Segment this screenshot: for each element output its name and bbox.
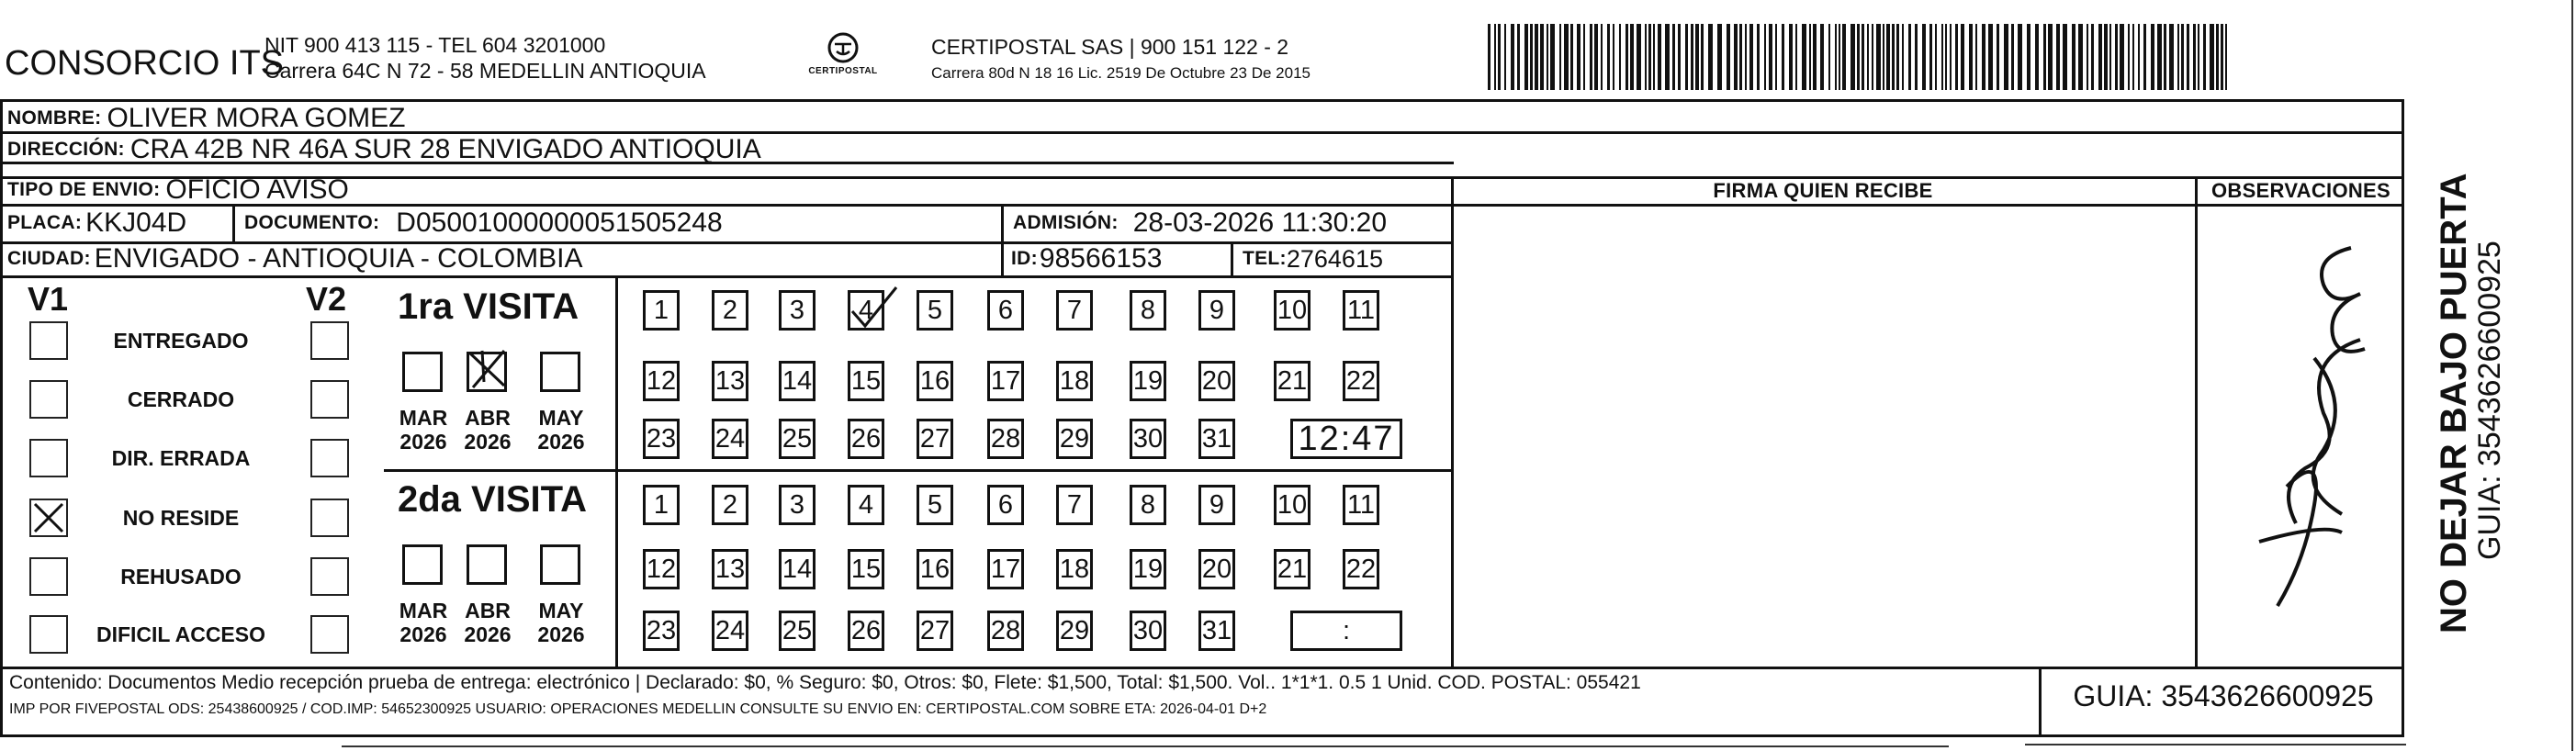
barcode-bar: [1630, 24, 1634, 90]
barcode-bar: [1601, 24, 1603, 90]
name-label: NOMBRE:: [7, 107, 102, 129]
status-label: DIFICIL ACCESO: [96, 622, 265, 646]
certipostal-logo: [806, 28, 880, 84]
day-box[interactable]: 1: [643, 485, 680, 525]
barcode-bar: [1835, 24, 1837, 90]
status-checkbox-v1[interactable]: [29, 439, 68, 477]
barcode-bar: [1922, 24, 1926, 90]
visit-time[interactable]: :: [1290, 611, 1402, 651]
tel-cell: [1235, 238, 1383, 280]
barcode-bar: [2193, 24, 2196, 90]
city-label: CIUDAD:: [7, 248, 91, 269]
barcode-bar: [1540, 24, 1544, 90]
day-box[interactable]: 15: [848, 361, 884, 401]
barcode-bar: [2011, 24, 2014, 90]
day-box[interactable]: 2: [712, 290, 748, 331]
company-name: CONSORCIO ITS: [5, 44, 285, 83]
carrier-address: Carrera 80d N 18 16 Lic. 2519 De Octubre 23 De 2015: [931, 64, 1310, 82]
barcode-bar: [2143, 24, 2146, 90]
barcode-bar: [1488, 24, 1490, 90]
status-checkbox-v2[interactable]: [310, 439, 349, 477]
right-edge-line: [2571, 0, 2573, 751]
admission-label: ADMISIÓN:: [1013, 212, 1119, 233]
barcode-bar: [1695, 24, 1699, 90]
status-checkbox-v2[interactable]: [310, 380, 349, 419]
day-box[interactable]: 16: [917, 361, 953, 401]
barcode-bar: [1504, 24, 1506, 90]
day-box[interactable]: 2: [712, 485, 748, 525]
barcode-bar: [2177, 24, 2179, 90]
day-box[interactable]: 5: [917, 485, 953, 525]
day-box[interactable]: 20: [1198, 549, 1235, 589]
day-box[interactable]: 11: [1343, 485, 1379, 525]
status-checkbox-v1[interactable]: [29, 615, 68, 654]
barcode-bar: [1607, 24, 1610, 90]
barcode-bar: [1559, 24, 1561, 90]
address-label: DIRECCIÓN:: [7, 139, 125, 160]
barcode-bar: [2027, 24, 2030, 90]
day-box[interactable]: 27: [917, 419, 953, 459]
day-box[interactable]: 17: [987, 361, 1024, 401]
barcode-bar: [1850, 24, 1855, 90]
day-box[interactable]: 3: [779, 485, 816, 525]
id-value: 98566153: [1039, 243, 1163, 274]
day-box[interactable]: 11: [1343, 290, 1379, 331]
footer-guia: GUIA: 3543626600925: [2073, 679, 2374, 712]
imp-line: IMP POR FIVEPOSTAL ODS: 25438600925 / COD.IMP: 54652300925 USUARIO: OPERACIONES MEDELLIN CONSULTE SU ENVIO EN: CERTIPOSTAL.COM SOBRE ETA: 2026-04-01 D+2: [9, 701, 1267, 717]
id-label: ID:: [1011, 248, 1038, 269]
side-guia: GUIA: 3543626600925: [2472, 241, 2507, 560]
month-checkbox[interactable]: [540, 544, 580, 585]
barcode-bar: [1577, 24, 1580, 90]
day-box[interactable]: 25: [779, 419, 816, 459]
day-box[interactable]: 9: [1198, 290, 1235, 331]
day-box[interactable]: 16: [917, 549, 953, 589]
day-box[interactable]: 9: [1198, 485, 1235, 525]
day-box[interactable]: 23: [643, 611, 680, 651]
barcode-bar: [1795, 24, 1797, 90]
day-box[interactable]: 18: [1056, 361, 1093, 401]
barcode-bar: [2198, 24, 2199, 90]
day-box[interactable]: 24: [712, 611, 748, 651]
nit-line: NIT 900 413 115 - TEL 604 3201000: [264, 33, 606, 57]
recipient-name: OLIVER MORA GOMEZ: [107, 103, 406, 133]
barcode-bar: [1517, 24, 1520, 90]
barcode-bar: [1547, 24, 1548, 90]
status-label: ENTREGADO: [113, 329, 249, 353]
barcode-bar: [1915, 24, 1918, 90]
day-box[interactable]: 4: [848, 290, 884, 331]
status-checkbox-v2[interactable]: [310, 499, 349, 537]
day-box[interactable]: 1: [643, 290, 680, 331]
barcode-bar: [2104, 24, 2108, 90]
status-checkbox-v1[interactable]: [29, 321, 68, 360]
barcode-bar: [1701, 24, 1704, 90]
barcode-bar: [2164, 24, 2166, 90]
day-box[interactable]: 21: [1274, 361, 1310, 401]
barcode-bar: [2151, 24, 2154, 90]
day-box[interactable]: 31: [1198, 611, 1235, 651]
company-address: Carrera 64C N 72 - 58 MEDELLIN ANTIOQUIA: [264, 59, 706, 83]
barcode-bar: [1862, 24, 1864, 90]
day-box[interactable]: 22: [1343, 361, 1379, 401]
day-box[interactable]: 4: [848, 485, 884, 525]
barcode-bar: [1749, 24, 1753, 90]
barcode-bar: [1613, 24, 1614, 90]
month-checkbox[interactable]: [402, 544, 443, 585]
contents-line: Contenido: Documentos Medio recepción prueba de entrega: electrónico | Declarado: $0, % Seguro: $0, Otros: $0, Flete: $1,500, Total: $1,500. Vol.. 1*1*1. 0.5 1 Unid. COD. POSTAL: 055421: [9, 672, 1641, 693]
barcode-bar: [1935, 24, 1937, 90]
v1-header: V1: [28, 280, 69, 318]
barcode-bar: [1764, 24, 1766, 90]
city-cell: [0, 238, 583, 280]
barcode-bar: [1717, 24, 1722, 90]
barcode-bar: [1678, 24, 1681, 90]
barcode-bar: [2203, 24, 2206, 90]
barcode-bar: [2048, 24, 2053, 90]
barcode-bar: [1789, 24, 1793, 90]
day-box[interactable]: 8: [1130, 290, 1166, 331]
tel-value: 2764615: [1286, 244, 1383, 273]
barcode-bar: [1498, 24, 1501, 90]
barcode-bar: [2225, 24, 2227, 90]
barcode-bar: [1637, 24, 1641, 90]
day-box[interactable]: 13: [712, 361, 748, 401]
barcode-bar: [1685, 24, 1688, 90]
month-checkbox[interactable]: [467, 544, 507, 585]
barcode-bar: [2132, 24, 2134, 90]
day-box[interactable]: 5: [917, 290, 953, 331]
barcode-bar: [1691, 24, 1693, 90]
barcode-bar: [2169, 24, 2174, 90]
barcode-bar: [1961, 24, 1964, 90]
barcode-bar: [2004, 24, 2008, 90]
day-box[interactable]: 12: [643, 549, 680, 589]
day-box[interactable]: 8: [1130, 485, 1166, 525]
month-label: MAY 2026: [537, 599, 585, 646]
status-checkbox-v2[interactable]: [310, 557, 349, 596]
month-label: MAR 2026: [399, 406, 448, 454]
barcode-bar: [1665, 24, 1670, 90]
day-check-mark: [849, 284, 900, 331]
barcode-bar: [1745, 24, 1747, 90]
logo-text: CERTIPOSTAL: [808, 66, 878, 76]
handwritten-signature: [2204, 211, 2402, 643]
barcode-bar: [1775, 24, 1777, 90]
barcode-bar: [1945, 24, 1947, 90]
barcode-bar: [1886, 24, 1890, 90]
barcode-bar: [2120, 24, 2124, 90]
day-box[interactable]: 26: [848, 611, 884, 651]
barcode-bar: [1941, 24, 1943, 90]
first-visit-title: 1ra VISITA: [398, 286, 579, 327]
barcode-bar: [1645, 24, 1647, 90]
barcode-bar: [2087, 24, 2088, 90]
barcode-bar: [1550, 24, 1555, 90]
day-box[interactable]: 31: [1198, 419, 1235, 459]
barcode-bar: [1988, 24, 1993, 90]
day-box[interactable]: 6: [987, 485, 1024, 525]
signature-title: FIRMA QUIEN RECIBE: [1713, 179, 1933, 202]
barcode-bar: [1955, 24, 1958, 90]
signature-area: [1454, 206, 2195, 665]
v2-header: V2: [306, 280, 347, 318]
status-checkbox-v2[interactable]: [310, 321, 349, 360]
month-checkbox[interactable]: [540, 352, 580, 392]
barcode-bar: [1769, 24, 1772, 90]
second-visit-title: 2da VISITA: [398, 479, 587, 520]
day-box[interactable]: 20: [1198, 361, 1235, 401]
barcode-bar: [1842, 24, 1846, 90]
barcode-bar: [2138, 24, 2140, 90]
barcode-bar: [1625, 24, 1628, 90]
barcode-bar: [1857, 24, 1860, 90]
day-box[interactable]: 28: [987, 419, 1024, 459]
barcode-bar: [1908, 24, 1911, 90]
month-checkbox[interactable]: [467, 352, 507, 392]
month-label: ABR 2026: [464, 599, 512, 646]
barcode-bar: [2018, 24, 2022, 90]
day-box[interactable]: 10: [1274, 290, 1310, 331]
barcode-bar: [1658, 24, 1661, 90]
document-value: D05001000000051505248: [396, 207, 723, 238]
scan-line: [2025, 744, 2406, 745]
day-box[interactable]: 6: [987, 290, 1024, 331]
document-label: DOCUMENTO:: [244, 212, 380, 233]
day-box[interactable]: 3: [779, 290, 816, 331]
barcode-bar: [2072, 24, 2075, 90]
status-checkbox-v1[interactable]: [29, 557, 68, 596]
barcode-bar: [1839, 24, 1840, 90]
id-cell: [1004, 238, 1162, 280]
barcode-bar: [2091, 24, 2094, 90]
barcode-bar: [2035, 24, 2039, 90]
barcode-bar: [1494, 24, 1496, 90]
city-value: ENVIGADO - ANTIOQUIA - COLOMBIA: [94, 243, 583, 274]
barcode-bar: [1535, 24, 1538, 90]
day-box[interactable]: 22: [1343, 549, 1379, 589]
barcode-bar: [1734, 24, 1738, 90]
barcode-bar: [1594, 24, 1598, 90]
barcode-bar: [1570, 24, 1573, 90]
barcode-bar: [1883, 24, 1884, 90]
carrier-line: CERTIPOSTAL SAS | 900 151 122 - 2: [931, 35, 1289, 59]
day-box[interactable]: 14: [779, 549, 816, 589]
tel-label: TEL:: [1243, 248, 1287, 269]
barcode-bar: [1802, 24, 1806, 90]
scan-line: [342, 745, 1949, 747]
barcode-bar: [1583, 24, 1585, 90]
barcode-bar: [2187, 24, 2189, 90]
day-box[interactable]: 26: [848, 419, 884, 459]
day-box[interactable]: 27: [917, 611, 953, 651]
barcode-bar: [2157, 24, 2162, 90]
barcode-bar: [1813, 24, 1817, 90]
barcode-bar: [2128, 24, 2130, 90]
day-box[interactable]: 19: [1130, 549, 1166, 589]
day-box[interactable]: 15: [848, 549, 884, 589]
barcode-bar: [1997, 24, 1999, 90]
side-warning: NO DEJAR BAJO PUERTA: [2434, 173, 2474, 633]
barcode-bar: [1708, 24, 1713, 90]
day-box[interactable]: 7: [1056, 485, 1093, 525]
status-label: DIR. ERRADA: [111, 446, 251, 470]
barcode-bar: [2056, 24, 2060, 90]
barcode-bar: [1809, 24, 1811, 90]
admission-value: 28-03-2026 11:30:20: [1132, 207, 1388, 238]
day-box[interactable]: 10: [1274, 485, 1310, 525]
barcode-bar: [2098, 24, 2102, 90]
day-box[interactable]: 23: [643, 419, 680, 459]
day-box[interactable]: 19: [1130, 361, 1166, 401]
barcode-bar: [1511, 24, 1514, 90]
plate-value: KKJ04D: [85, 207, 187, 238]
barcode-bar: [1982, 24, 1985, 90]
month-checkbox[interactable]: [402, 352, 443, 392]
status-checkbox-v1[interactable]: [29, 499, 68, 537]
day-box[interactable]: 24: [712, 419, 748, 459]
visit-time[interactable]: 12:47: [1290, 419, 1402, 459]
type-label: TIPO DE ENVIO:: [7, 179, 161, 200]
barcode-bar: [1757, 24, 1760, 90]
barcode-bar: [1727, 24, 1730, 90]
barcode: [1488, 24, 2233, 90]
barcode-bar: [1892, 24, 1895, 90]
barcode-bar: [2109, 24, 2111, 90]
barcode-bar: [1929, 24, 1932, 90]
barcode-bar: [1530, 24, 1533, 90]
day-box[interactable]: 29: [1056, 419, 1093, 459]
status-checkbox-v2[interactable]: [310, 615, 349, 654]
barcode-bar: [1672, 24, 1675, 90]
barcode-bar: [2216, 24, 2219, 90]
status-checkbox-v1[interactable]: [29, 380, 68, 419]
barcode-bar: [1820, 24, 1824, 90]
shipment-type: OFICIO AVISO: [165, 174, 349, 205]
day-box[interactable]: 29: [1056, 611, 1093, 651]
barcode-bar: [1896, 24, 1899, 90]
barcode-bar: [2181, 24, 2184, 90]
barcode-bar: [1975, 24, 1977, 90]
day-box[interactable]: 13: [712, 549, 748, 589]
status-label: CERRADO: [127, 387, 235, 411]
day-box[interactable]: 7: [1056, 290, 1093, 331]
day-box[interactable]: 18: [1056, 549, 1093, 589]
status-label: NO RESIDE: [122, 506, 240, 530]
barcode-bar: [2221, 24, 2223, 90]
day-box[interactable]: 17: [987, 549, 1024, 589]
barcode-bar: [1648, 24, 1651, 90]
day-box[interactable]: 12: [643, 361, 680, 401]
observations-title: OBSERVACIONES: [2210, 179, 2390, 202]
barcode-bar: [1828, 24, 1830, 90]
barcode-bar: [1950, 24, 1952, 90]
month-label: MAY 2026: [537, 406, 585, 454]
barcode-bar: [2115, 24, 2118, 90]
barcode-bar: [1902, 24, 1904, 90]
month-label: MAR 2026: [399, 599, 448, 646]
day-box[interactable]: 21: [1274, 549, 1310, 589]
barcode-bar: [1524, 24, 1528, 90]
plate-label: PLACA:: [7, 212, 83, 233]
barcode-bar: [1867, 24, 1869, 90]
status-label: REHUSADO: [120, 565, 242, 588]
barcode-bar: [1590, 24, 1592, 90]
barcode-bar: [2078, 24, 2083, 90]
barcode-bar: [1619, 24, 1621, 90]
barcode-bar: [1564, 24, 1569, 90]
recipient-address: CRA 42B NR 46A SUR 28 ENVIGADO ANTIOQUIA: [129, 134, 761, 164]
day-box[interactable]: 25: [779, 611, 816, 651]
address-row: [0, 129, 761, 171]
barcode-bar: [2210, 24, 2214, 90]
barcode-bar: [1872, 24, 1873, 90]
day-box[interactable]: 28: [987, 611, 1024, 651]
day-box[interactable]: 14: [779, 361, 816, 401]
barcode-bar: [2063, 24, 2067, 90]
barcode-bar: [1969, 24, 1973, 90]
barcode-bar: [1876, 24, 1881, 90]
barcode-bar: [1782, 24, 1784, 90]
day-box[interactable]: 30: [1130, 419, 1166, 459]
barcode-bar: [2043, 24, 2046, 90]
month-label: ABR 2026: [464, 406, 512, 454]
day-box[interactable]: 30: [1130, 611, 1166, 651]
barcode-bar: [1653, 24, 1655, 90]
barcode-bar: [1739, 24, 1742, 90]
